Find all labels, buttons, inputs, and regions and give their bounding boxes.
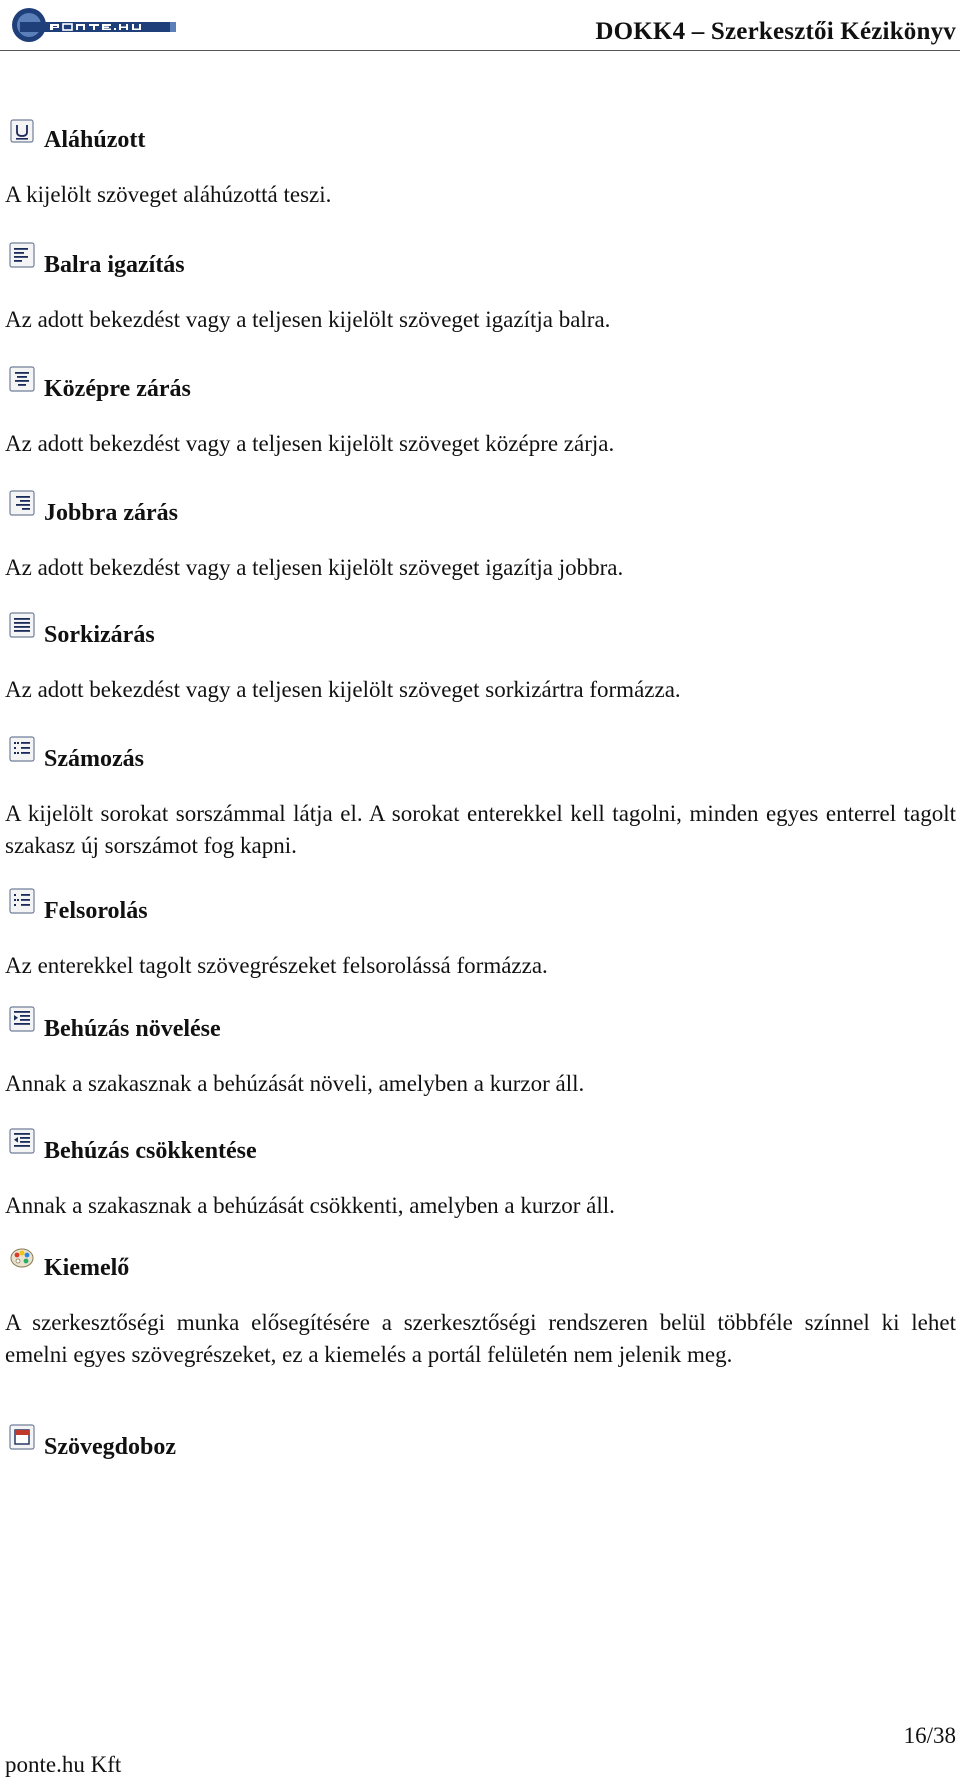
- section-title: Aláhúzott: [44, 127, 146, 153]
- align-left-icon: [5, 242, 37, 272]
- section-description: Az adott bekezdést vagy a teljesen kijelölt szöveget sorkizártra formázza.: [5, 677, 681, 702]
- underline-icon: [5, 117, 37, 147]
- section-justify: [0, 612, 960, 706]
- section-align-left: [0, 242, 960, 336]
- section-title: Kiemelő: [44, 1255, 130, 1281]
- document-title: DOKK4 – Szerkesztői Kézikönyv: [595, 18, 956, 45]
- section-title: Balra igazítás: [44, 252, 185, 278]
- section-title: Számozás: [44, 746, 144, 772]
- section-textbox: [0, 1424, 960, 1464]
- page-header: [0, 0, 960, 51]
- align-right-icon: [5, 490, 37, 520]
- ponte-logo: [10, 6, 210, 44]
- section-description: Annak a szakasznak a behúzását növeli, amelyben a kurzor áll.: [5, 1071, 585, 1096]
- section-indent-increase: [0, 1006, 960, 1100]
- page-number: 16/38: [903, 1723, 956, 1748]
- section-title: Szövegdoboz: [44, 1434, 176, 1460]
- company-name: ponte.hu Kft: [5, 1752, 122, 1777]
- textbox-icon: [5, 1424, 37, 1454]
- section-title: Behúzás csökkentése: [44, 1138, 257, 1164]
- justify-icon: [5, 612, 37, 642]
- section-description: Az adott bekezdést vagy a teljesen kijelölt szöveget igazítja balra.: [5, 307, 611, 332]
- indent-decrease-icon: [5, 1128, 37, 1158]
- section-highlighter: [0, 1245, 960, 1371]
- section-title: Behúzás növelése: [44, 1016, 221, 1042]
- numbered-list-icon: [5, 736, 37, 766]
- section-title: Felsorolás: [44, 898, 148, 924]
- section-title: Középre zárás: [44, 376, 191, 402]
- section-description: Annak a szakasznak a behúzását csökkenti, amelyben a kurzor áll.: [5, 1193, 615, 1218]
- section-bullets: [0, 888, 960, 982]
- section-align-right: [0, 490, 960, 584]
- section-description: A szerkesztőségi munka elősegítésére a szerkesztőségi rendszeren belül többféle színnel ki lehet emelni egyes szövegrészeket, ez a kiemelés a portál felületén nem jelenik meg.: [5, 1310, 956, 1367]
- section-indent-decrease: [0, 1128, 960, 1222]
- align-center-icon: [5, 366, 37, 396]
- indent-increase-icon: [5, 1006, 37, 1036]
- section-title: Jobbra zárás: [44, 500, 178, 526]
- section-description: A kijelölt sorokat sorszámmal látja el. A sorokat enterekkel kell tagolni, minden egyes enterrel tagolt szakasz új sorszámot fog kapni.: [5, 801, 956, 858]
- bulleted-list-icon: [5, 888, 37, 918]
- section-description: Az enterekkel tagolt szövegrészeket felsorolássá formázza.: [5, 953, 548, 978]
- section-align-center: [0, 366, 960, 460]
- section-description: Az adott bekezdést vagy a teljesen kijelölt szöveget igazítja jobbra.: [5, 555, 624, 580]
- section-description: Az adott bekezdést vagy a teljesen kijelölt szöveget középre zárja.: [5, 431, 615, 456]
- highlight-palette-icon: [5, 1245, 37, 1275]
- section-numbering: [0, 736, 960, 862]
- section-underline: [0, 117, 960, 211]
- section-title: Sorkizárás: [44, 622, 155, 648]
- section-description: A kijelölt szöveget aláhúzottá teszi.: [5, 182, 332, 207]
